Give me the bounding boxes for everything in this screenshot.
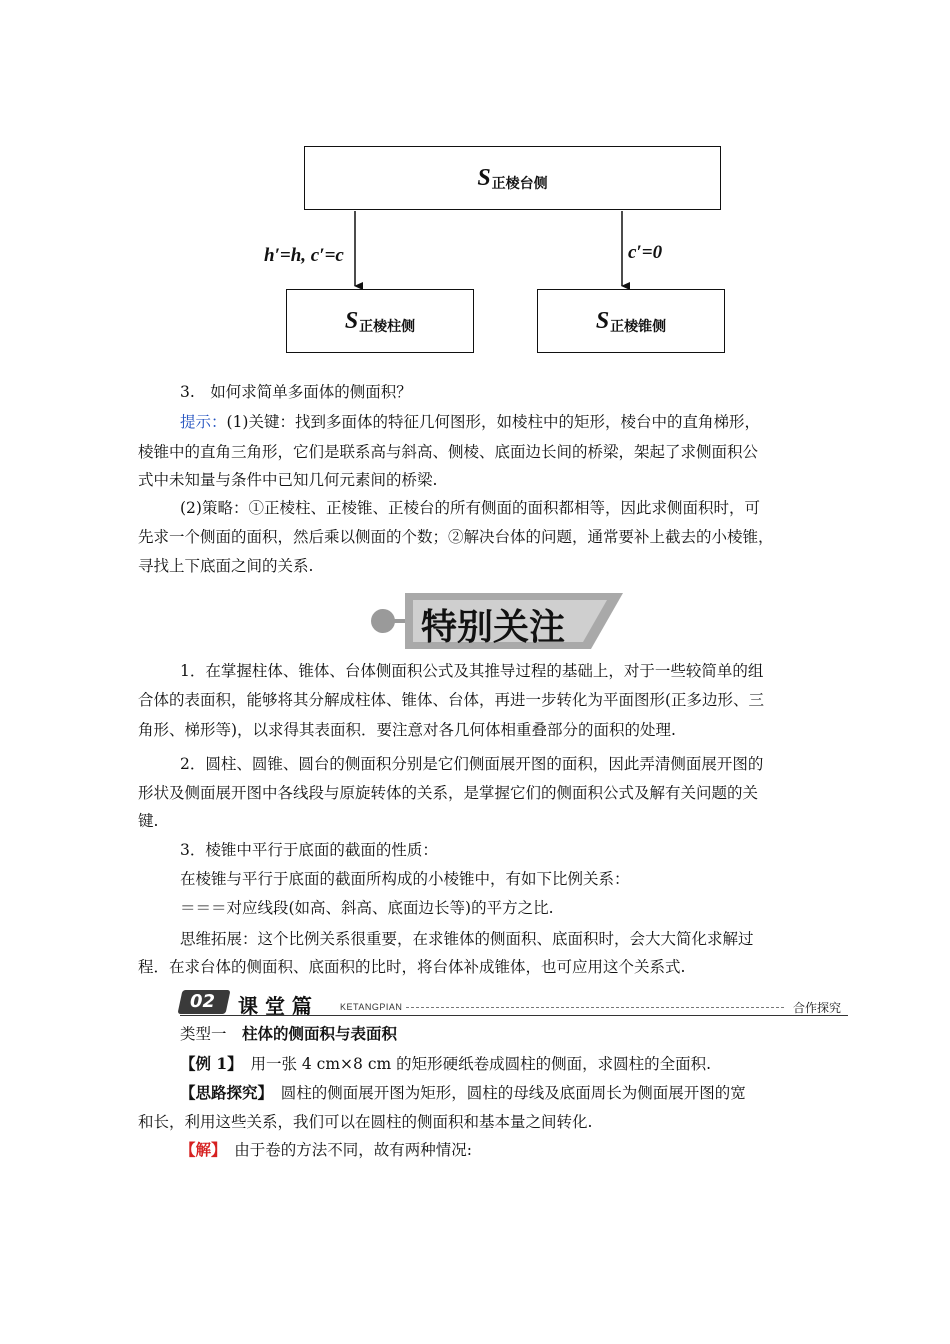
note-line: 思维拓展：这个比例关系很重要，在求锥体的侧面积、底面积时，会大大简化求解过 bbox=[180, 930, 754, 948]
special-attention-banner bbox=[369, 593, 627, 649]
hint-text: (1)关键：找到多面体的特征几何图形，如棱柱中的矩形，棱台中的直角梯形， bbox=[226, 413, 760, 431]
note-line: 角形、梯形等)，以求得其表面积．要注意对各几何体相重叠部分的面积的处理. bbox=[138, 721, 676, 739]
hint-label: 提示： bbox=[180, 413, 227, 431]
note-line: 2．圆柱、圆锥、圆台的侧面积分别是它们侧面展开图的面积，因此弄清侧面展开图的 bbox=[180, 755, 764, 773]
hint-line: 式中未知量与条件中已知几何元素间的桥梁. bbox=[138, 471, 438, 489]
solution-text: 由于卷的方法不同，故有两种情况: bbox=[234, 1141, 473, 1159]
thinking-label: 【思路探究】 bbox=[180, 1083, 266, 1102]
thinking-line bbox=[180, 1083, 870, 1103]
note-line: 键. bbox=[138, 812, 159, 830]
section-latin: KETANGPIAN bbox=[340, 1002, 403, 1012]
solution-label: 【解】 bbox=[180, 1140, 219, 1159]
right-formula-box bbox=[537, 289, 725, 353]
hint-line: 先求一个侧面的面积，然后乘以侧面的个数；②解决台体的问题，通常要补上截去的小棱锥， bbox=[138, 528, 774, 546]
note-line: 1．在掌握柱体、锥体、台体侧面积公式及其推导过程的基础上，对于一些较简单的组 bbox=[180, 662, 764, 680]
hint-line bbox=[180, 412, 870, 432]
section-underline bbox=[180, 1015, 848, 1016]
thinking-text: 圆柱的侧面展开图为矩形，圆柱的母线及底面周长为侧面展开图的宽 bbox=[280, 1084, 746, 1102]
formula-subscript: 正棱台侧 bbox=[491, 176, 548, 192]
question-title: 3. 如何求简单多面体的侧面积？ bbox=[180, 383, 412, 401]
formula-symbol: S bbox=[344, 307, 359, 334]
note-line: 形状及侧面展开图中各线段与原旋转体的关系，是掌握它们的侧面积公式及解有关问题的关 bbox=[138, 784, 759, 802]
formula-symbol: S bbox=[477, 164, 491, 191]
left-arrow-label: h′=h, c′=c bbox=[264, 245, 344, 266]
left-formula-box bbox=[286, 289, 474, 353]
note-line: 程．在求台体的侧面积、底面积的比时，将台体补成锥体，也可应用这个关系式. bbox=[138, 958, 686, 976]
solution-line bbox=[180, 1140, 870, 1160]
note-line: 3．棱锥中平行于底面的截面的性质： bbox=[180, 841, 438, 859]
hint-line: 棱锥中的直角三角形，它们是联系高与斜高、侧棱、底面边长间的桥梁，架起了求侧面积公 bbox=[138, 443, 759, 461]
section-number: 02 bbox=[190, 991, 216, 1012]
hint-line: (2)策略：①正棱柱、正棱锥、正棱台的所有侧面的面积都相等，因此求侧面积时，可 bbox=[180, 499, 760, 517]
note-line: 合体的表面积，能够将其分解成柱体、锥体、台体，再进一步转化为平面图形(正多边形、三 bbox=[138, 691, 765, 709]
type-title bbox=[180, 1024, 870, 1044]
formula-subscript: 正棱柱侧 bbox=[359, 319, 416, 335]
type-label: 类型一 bbox=[180, 1025, 227, 1043]
note-line: ＝＝＝对应线段(如高、斜高、底面边长等)的平方之比. bbox=[180, 899, 554, 917]
section-divider bbox=[406, 1007, 784, 1008]
right-arrow-label: c′=0 bbox=[628, 242, 663, 263]
formula-subscript: 正棱锥侧 bbox=[610, 319, 667, 335]
section-header bbox=[180, 988, 850, 1018]
thinking-line: 和长，利用这些关系，我们可以在圆柱的侧面积和基本量之间转化. bbox=[138, 1113, 593, 1131]
formula-symbol: S bbox=[595, 307, 610, 334]
section-title: 课 堂 篇 bbox=[238, 994, 312, 1018]
banner-title: 特别关注 bbox=[421, 607, 566, 648]
note-line: 在棱锥与平行于底面的截面所构成的小棱锥中，有如下比例关系： bbox=[180, 870, 630, 888]
section-right-label: 合作探究 bbox=[793, 1001, 842, 1015]
hint-line: 寻找上下底面之间的关系. bbox=[138, 557, 314, 575]
type-text: 柱体的侧面积与表面积 bbox=[242, 1024, 398, 1043]
diagram-connectors bbox=[0, 0, 950, 300]
example-text: 用一张 4 cm×8 cm 的矩形硬纸卷成圆柱的侧面，求圆柱的全面积. bbox=[250, 1055, 712, 1073]
example-line bbox=[180, 1054, 870, 1074]
example-label: 【例 1】 bbox=[180, 1054, 235, 1073]
